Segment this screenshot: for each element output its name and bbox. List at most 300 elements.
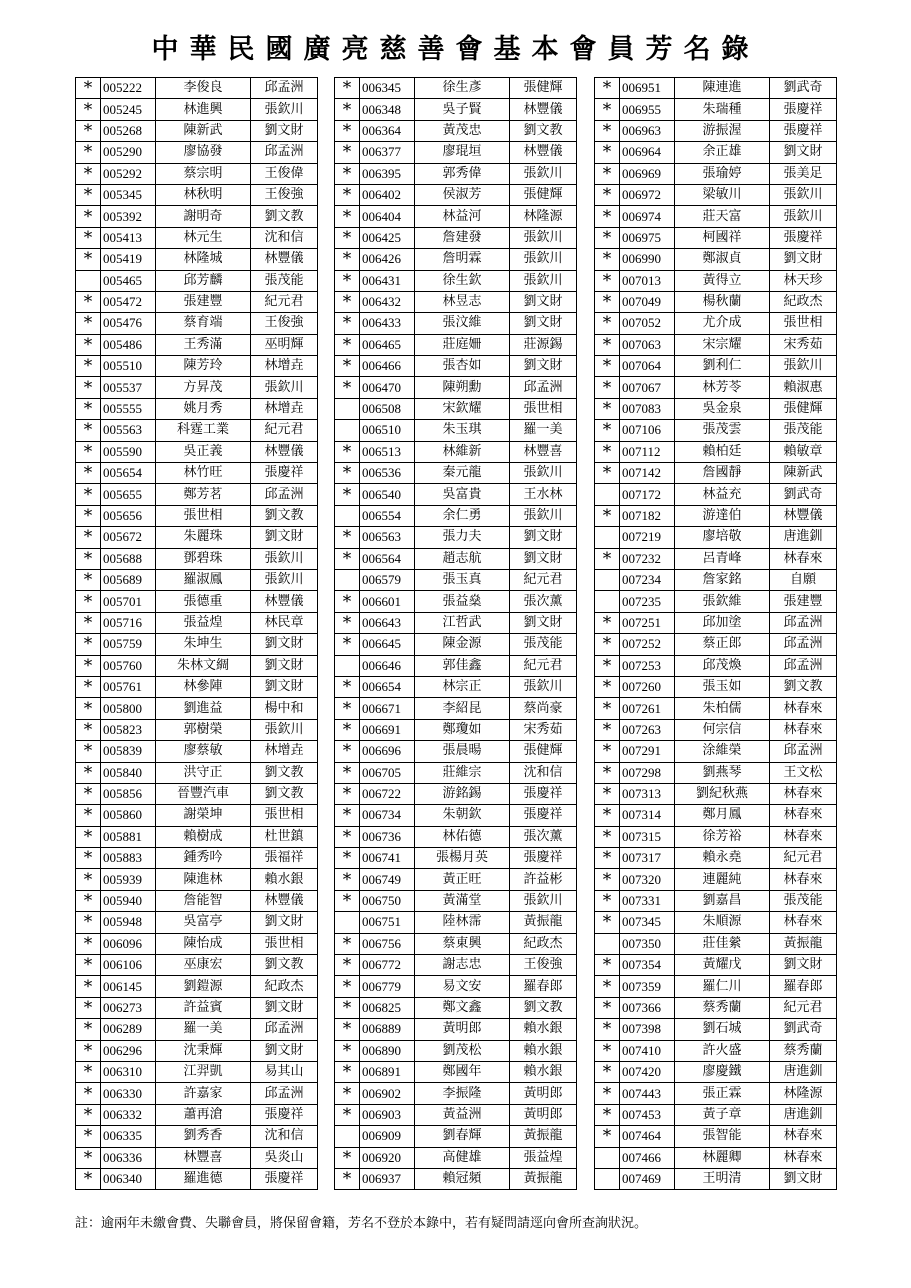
member-name: 許益賓 [156, 997, 251, 1018]
member-row [595, 741, 837, 762]
member-row [335, 99, 577, 120]
member-mark: * [335, 356, 360, 377]
member-name: 羅仁川 [675, 976, 770, 997]
member-row [335, 698, 577, 719]
member-mark: * [595, 1040, 620, 1061]
member-name: 劉秀香 [156, 1126, 251, 1147]
member-row [335, 1168, 577, 1189]
member-name: 張汶維 [415, 313, 510, 334]
member-name: 莊維宗 [415, 762, 510, 783]
member-name: 詹能智 [156, 890, 251, 911]
member-id: 007453 [620, 1104, 675, 1125]
referrer-name: 邱孟洲 [510, 377, 577, 398]
member-mark: * [335, 142, 360, 163]
member-name: 高健雄 [415, 1147, 510, 1168]
member-name: 莊庭姍 [415, 334, 510, 355]
member-row [595, 612, 837, 633]
referrer-name: 劉文財 [510, 313, 577, 334]
member-row [595, 890, 837, 911]
referrer-name: 唐進釧 [770, 1061, 837, 1082]
member-id: 006643 [360, 612, 415, 633]
member-id: 005563 [101, 420, 156, 441]
referrer-name: 邱孟洲 [770, 741, 837, 762]
member-mark: * [595, 612, 620, 633]
referrer-name: 劉文財 [510, 612, 577, 633]
member-mark: * [76, 826, 101, 847]
member-id: 006404 [360, 206, 415, 227]
referrer-name: 張欽川 [770, 184, 837, 205]
member-row [595, 291, 837, 312]
member-row [595, 933, 837, 954]
member-id: 006751 [360, 912, 415, 933]
member-name: 林隆城 [156, 249, 251, 270]
member-mark: * [76, 569, 101, 590]
member-row [335, 377, 577, 398]
member-id: 005939 [101, 869, 156, 890]
member-id: 007063 [620, 334, 675, 355]
member-row [76, 120, 318, 141]
member-mark: * [595, 741, 620, 762]
member-row [595, 1126, 837, 1147]
member-name: 王秀滿 [156, 334, 251, 355]
member-row [335, 826, 577, 847]
member-id: 006336 [101, 1147, 156, 1168]
member-id: 007172 [620, 484, 675, 505]
member-row [76, 291, 318, 312]
member-mark: * [76, 869, 101, 890]
member-id: 005590 [101, 441, 156, 462]
member-row [335, 569, 577, 590]
referrer-name: 林豐儀 [510, 142, 577, 163]
member-row [76, 420, 318, 441]
member-name: 吳子賢 [415, 99, 510, 120]
member-row [595, 676, 837, 697]
member-row [76, 976, 318, 997]
member-id: 005948 [101, 912, 156, 933]
member-row [595, 527, 837, 548]
member-mark: * [335, 612, 360, 633]
referrer-name: 巫明輝 [251, 334, 318, 355]
member-row [335, 912, 577, 933]
referrer-name: 沈和信 [510, 762, 577, 783]
referrer-name: 黃振龍 [770, 933, 837, 954]
referrer-name: 林增垚 [251, 398, 318, 419]
member-mark: * [595, 805, 620, 826]
referrer-name: 張欽川 [510, 163, 577, 184]
member-column-2 [334, 77, 577, 1190]
member-id: 006536 [360, 463, 415, 484]
member-id: 006772 [360, 955, 415, 976]
referrer-name: 林春來 [770, 1147, 837, 1168]
member-name: 姚月秀 [156, 398, 251, 419]
member-id: 007219 [620, 527, 675, 548]
member-row [76, 955, 318, 976]
member-name: 吳富貴 [415, 484, 510, 505]
member-id: 005292 [101, 163, 156, 184]
referrer-name: 紀元君 [251, 291, 318, 312]
member-id: 007261 [620, 698, 675, 719]
member-name: 林參陣 [156, 676, 251, 697]
member-mark: * [76, 441, 101, 462]
member-id: 007320 [620, 869, 675, 890]
member-mark: * [76, 848, 101, 869]
member-row [595, 955, 837, 976]
member-row [335, 869, 577, 890]
member-mark [595, 591, 620, 612]
member-row [335, 1104, 577, 1125]
member-id: 006969 [620, 163, 675, 184]
member-mark: * [595, 120, 620, 141]
member-name: 易文安 [415, 976, 510, 997]
member-name: 林佑德 [415, 826, 510, 847]
member-row [335, 334, 577, 355]
member-name: 廖琨垣 [415, 142, 510, 163]
member-row [595, 142, 837, 163]
member-id: 006335 [101, 1126, 156, 1147]
referrer-name: 劉文財 [251, 912, 318, 933]
page-title: 中華民國廣亮慈善會基本會員芳名錄 [151, 34, 760, 65]
member-id: 006432 [360, 291, 415, 312]
member-id: 006722 [360, 783, 415, 804]
member-mark: * [595, 955, 620, 976]
member-name: 鄭月鳳 [675, 805, 770, 826]
member-id: 005656 [101, 505, 156, 526]
member-row [76, 1168, 318, 1189]
member-mark: * [76, 227, 101, 248]
referrer-name: 邱孟洲 [770, 655, 837, 676]
referrer-name: 紀元君 [770, 997, 837, 1018]
member-name: 廖蔡敏 [156, 741, 251, 762]
member-name: 吳正義 [156, 441, 251, 462]
member-mark: * [335, 78, 360, 99]
member-row [76, 484, 318, 505]
referrer-name: 邱孟洲 [770, 634, 837, 655]
member-id: 006749 [360, 869, 415, 890]
member-row [76, 634, 318, 655]
referrer-name: 劉文財 [510, 527, 577, 548]
member-id: 006470 [360, 377, 415, 398]
referrer-name: 唐進釧 [770, 527, 837, 548]
member-row [76, 762, 318, 783]
member-mark: * [335, 1083, 360, 1104]
member-id: 007354 [620, 955, 675, 976]
member-mark: * [335, 783, 360, 804]
member-id: 005419 [101, 249, 156, 270]
member-mark: * [76, 1061, 101, 1082]
member-mark [595, 569, 620, 590]
member-id: 007083 [620, 398, 675, 419]
referrer-name: 林豐儀 [251, 441, 318, 462]
member-mark: * [76, 398, 101, 419]
member-id: 005345 [101, 184, 156, 205]
member-row [595, 1168, 837, 1189]
member-row [335, 805, 577, 826]
member-mark: * [335, 463, 360, 484]
member-row [335, 634, 577, 655]
member-id: 006433 [360, 313, 415, 334]
member-name: 張益燊 [415, 591, 510, 612]
member-name: 宋宗耀 [675, 334, 770, 355]
member-row [335, 676, 577, 697]
member-id: 007366 [620, 997, 675, 1018]
referrer-name: 羅春郎 [510, 976, 577, 997]
member-id: 005800 [101, 698, 156, 719]
member-row [76, 270, 318, 291]
referrer-name: 劉文財 [251, 655, 318, 676]
referrer-name: 張益煌 [510, 1147, 577, 1168]
member-mark: * [76, 420, 101, 441]
member-mark: * [595, 356, 620, 377]
member-name: 宋欽耀 [415, 398, 510, 419]
member-id: 006106 [101, 955, 156, 976]
member-id: 006654 [360, 676, 415, 697]
member-mark: * [76, 634, 101, 655]
member-row [595, 591, 837, 612]
member-row [76, 441, 318, 462]
member-name: 許火盛 [675, 1040, 770, 1061]
member-mark: * [595, 184, 620, 205]
referrer-name: 張欽川 [251, 377, 318, 398]
member-id: 007182 [620, 505, 675, 526]
member-id: 007112 [620, 441, 675, 462]
member-mark: * [76, 249, 101, 270]
member-name: 張楊月英 [415, 848, 510, 869]
member-id: 006696 [360, 741, 415, 762]
member-row [335, 1019, 577, 1040]
member-row [335, 1083, 577, 1104]
member-mark: * [595, 313, 620, 334]
member-id: 005486 [101, 334, 156, 355]
member-name: 余仁勇 [415, 505, 510, 526]
referrer-name: 劉文教 [251, 955, 318, 976]
member-row [335, 1126, 577, 1147]
member-mark: * [595, 441, 620, 462]
member-row [335, 890, 577, 911]
member-mark: * [595, 869, 620, 890]
member-id: 006963 [620, 120, 675, 141]
member-name: 羅一美 [156, 1019, 251, 1040]
member-mark: * [335, 334, 360, 355]
member-name: 邱茂煥 [675, 655, 770, 676]
member-row [335, 1040, 577, 1061]
member-mark: * [76, 142, 101, 163]
referrer-name: 劉文財 [510, 548, 577, 569]
referrer-name: 黃振龍 [510, 912, 577, 933]
member-id: 005465 [101, 270, 156, 291]
referrer-name: 莊源錫 [510, 334, 577, 355]
member-id: 006465 [360, 334, 415, 355]
referrer-name: 張慶祥 [510, 805, 577, 826]
member-name: 林麗卿 [675, 1147, 770, 1168]
member-mark: * [76, 591, 101, 612]
member-name: 賴永堯 [675, 848, 770, 869]
member-id: 007298 [620, 762, 675, 783]
member-mark: * [595, 890, 620, 911]
member-row [595, 1147, 837, 1168]
member-mark: * [76, 612, 101, 633]
member-row [335, 591, 577, 612]
referrer-name: 黃明郎 [510, 1104, 577, 1125]
member-name: 謝明奇 [156, 206, 251, 227]
referrer-name: 張世相 [510, 398, 577, 419]
referrer-name: 張欽川 [251, 719, 318, 740]
member-id: 006951 [620, 78, 675, 99]
referrer-name: 紀政杰 [510, 933, 577, 954]
referrer-name: 王俊強 [510, 955, 577, 976]
member-mark: * [335, 313, 360, 334]
member-id: 005245 [101, 99, 156, 120]
member-row [595, 249, 837, 270]
referrer-name: 劉武奇 [770, 78, 837, 99]
referrer-name: 張欽川 [510, 890, 577, 911]
member-row [335, 291, 577, 312]
member-row [76, 463, 318, 484]
member-id: 006920 [360, 1147, 415, 1168]
referrer-name: 紀政杰 [251, 976, 318, 997]
member-row [335, 762, 577, 783]
member-id: 006564 [360, 548, 415, 569]
member-id: 006579 [360, 569, 415, 590]
member-name: 黃滿堂 [415, 890, 510, 911]
member-id: 006364 [360, 120, 415, 141]
member-mark: * [595, 78, 620, 99]
referrer-name: 賴水銀 [251, 869, 318, 890]
member-id: 006402 [360, 184, 415, 205]
referrer-name: 黃振龍 [510, 1168, 577, 1189]
member-mark: * [335, 826, 360, 847]
member-row [595, 184, 837, 205]
member-name: 劉春輝 [415, 1126, 510, 1147]
member-name: 黃正旺 [415, 869, 510, 890]
member-id: 006750 [360, 890, 415, 911]
referrer-name: 賴水銀 [510, 1019, 577, 1040]
member-row [76, 313, 318, 334]
member-mark: * [595, 377, 620, 398]
member-id: 006974 [620, 206, 675, 227]
member-id: 005856 [101, 783, 156, 804]
member-id: 006513 [360, 441, 415, 462]
member-row [335, 270, 577, 291]
member-id: 006431 [360, 270, 415, 291]
referrer-name: 張欽川 [770, 356, 837, 377]
member-mark [76, 270, 101, 291]
member-row [76, 184, 318, 205]
member-mark [595, 484, 620, 505]
referrer-name: 唐進釧 [770, 1104, 837, 1125]
member-mark: * [335, 120, 360, 141]
member-mark: * [595, 1083, 620, 1104]
member-row [76, 163, 318, 184]
member-id: 007359 [620, 976, 675, 997]
member-id: 005476 [101, 313, 156, 334]
referrer-name: 張美足 [770, 163, 837, 184]
member-row [335, 484, 577, 505]
member-row [335, 398, 577, 419]
member-mark: * [595, 249, 620, 270]
member-id: 007469 [620, 1168, 675, 1189]
member-mark: * [76, 698, 101, 719]
member-name: 張益煌 [156, 612, 251, 633]
member-name: 侯淑芳 [415, 184, 510, 205]
member-name: 莊天富 [675, 206, 770, 227]
referrer-name: 沈和信 [251, 227, 318, 248]
member-name: 鄭國年 [415, 1061, 510, 1082]
referrer-name: 劉文教 [510, 997, 577, 1018]
member-mark: * [335, 933, 360, 954]
member-row [76, 612, 318, 633]
member-row [595, 805, 837, 826]
member-name: 賴柏廷 [675, 441, 770, 462]
member-mark [595, 1168, 620, 1189]
member-id: 006909 [360, 1126, 415, 1147]
member-row [595, 99, 837, 120]
member-id: 007251 [620, 612, 675, 633]
member-mark: * [76, 163, 101, 184]
member-row [335, 848, 577, 869]
member-row [335, 548, 577, 569]
member-name: 張世相 [156, 505, 251, 526]
member-name: 何宗信 [675, 719, 770, 740]
member-mark: * [595, 270, 620, 291]
member-row [76, 826, 318, 847]
member-id: 005759 [101, 634, 156, 655]
member-id: 006554 [360, 505, 415, 526]
member-name: 梁敏川 [675, 184, 770, 205]
member-name: 黃益洲 [415, 1104, 510, 1125]
member-mark: * [335, 1019, 360, 1040]
referrer-name: 林春來 [770, 805, 837, 826]
member-id: 007313 [620, 783, 675, 804]
referrer-name: 張欽川 [510, 505, 577, 526]
member-mark: * [76, 997, 101, 1018]
member-id: 006891 [360, 1061, 415, 1082]
member-mark: * [595, 676, 620, 697]
member-name: 劉茂松 [415, 1040, 510, 1061]
member-id: 007013 [620, 270, 675, 291]
referrer-name: 林天珍 [770, 270, 837, 291]
member-name: 張玉如 [675, 676, 770, 697]
member-mark: * [595, 163, 620, 184]
referrer-name: 林春來 [770, 869, 837, 890]
member-id: 006332 [101, 1104, 156, 1125]
member-id: 005688 [101, 548, 156, 569]
referrer-name: 紀元君 [770, 848, 837, 869]
member-id: 007443 [620, 1083, 675, 1104]
referrer-name: 紀元君 [510, 569, 577, 590]
member-row [335, 463, 577, 484]
referrer-name: 張福祥 [251, 848, 318, 869]
member-row [76, 912, 318, 933]
referrer-name: 林增垚 [251, 356, 318, 377]
member-row [595, 1040, 837, 1061]
member-id: 005413 [101, 227, 156, 248]
member-name: 余正雄 [675, 142, 770, 163]
member-row [76, 805, 318, 826]
member-id: 007252 [620, 634, 675, 655]
member-id: 005472 [101, 291, 156, 312]
member-mark: * [76, 527, 101, 548]
member-mark: * [76, 78, 101, 99]
referrer-name: 黃明郎 [510, 1083, 577, 1104]
member-name: 蔡宗明 [156, 163, 251, 184]
member-mark: * [76, 1126, 101, 1147]
member-id: 007291 [620, 741, 675, 762]
member-name: 張建豐 [156, 291, 251, 312]
referrer-name: 紀元君 [510, 655, 577, 676]
referrer-name: 自願 [770, 569, 837, 590]
member-row [335, 420, 577, 441]
member-name: 劉燕琴 [675, 762, 770, 783]
